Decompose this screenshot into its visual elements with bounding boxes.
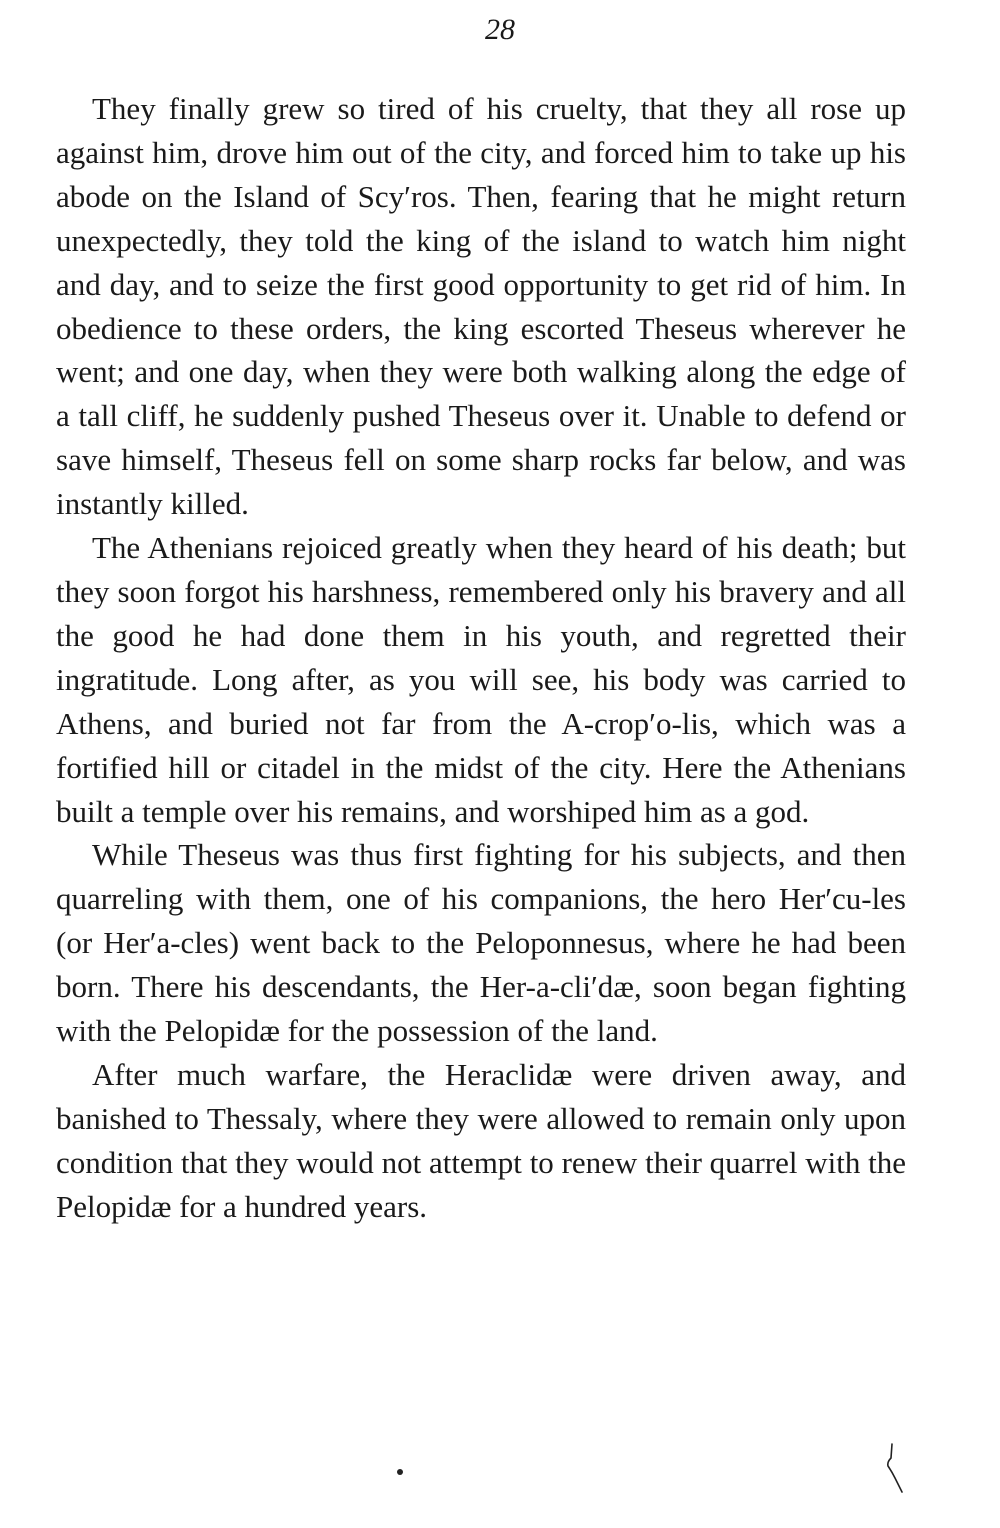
body-text (56, 87, 906, 1229)
paragraph-2: The Athenians rejoiced greatly when they heard of his death; but they soon forgot his harshness, remembered only his bravery and all the good he had done them in his youth, and regretted their ingratitude. Long after, as you will see, his body was carried to Athens, and buried not far from the A-crop′o-lis, which was a fortified hill or citadel in the midst of the city. Here the Athenians built a temple over his remains, and worshiped him as a god. (56, 530, 906, 829)
ink-speck (397, 1469, 403, 1475)
paragraph-1: They finally grew so tired of his cruelty, that they all rose up against him, drove him out of the city, and forced him to take up his abode on the Island of Scy′ros. Then, fearing that he might return unexpectedly, they told the king of the island to watch him night and day, and to seize the first good opportunity to get rid of him. In obedience to these orders, the king escorted Theseus wherever he went; and one day, when they were both walking along the edge of a tall cliff, he suddenly pushed Theseus over it. Unable to defend or save himself, Theseus fell on some sharp rocks far below, and was instantly killed. (56, 91, 906, 522)
page-number: 28 (485, 13, 515, 46)
paragraph-3: While Theseus was thus first fighting for his subjects, and then quarreling with them, one of his companions, the hero Her′cu-les (or Her′a-cles) went back to the Peloponnesus, where he had been born. There his descendants, the Her-a-cli′dæ, soon began fighting with the Pelopidæ for the possession of the land. (56, 837, 906, 1049)
paragraph-4: After much warfare, the Heraclidæ were driven away, and banished to Thessaly, where they were allowed to remain only upon condition that they would not attempt to renew their quarrel with the Pelopidæ for a hundred years. (56, 1056, 906, 1224)
pencil-mark-icon (878, 1440, 908, 1496)
